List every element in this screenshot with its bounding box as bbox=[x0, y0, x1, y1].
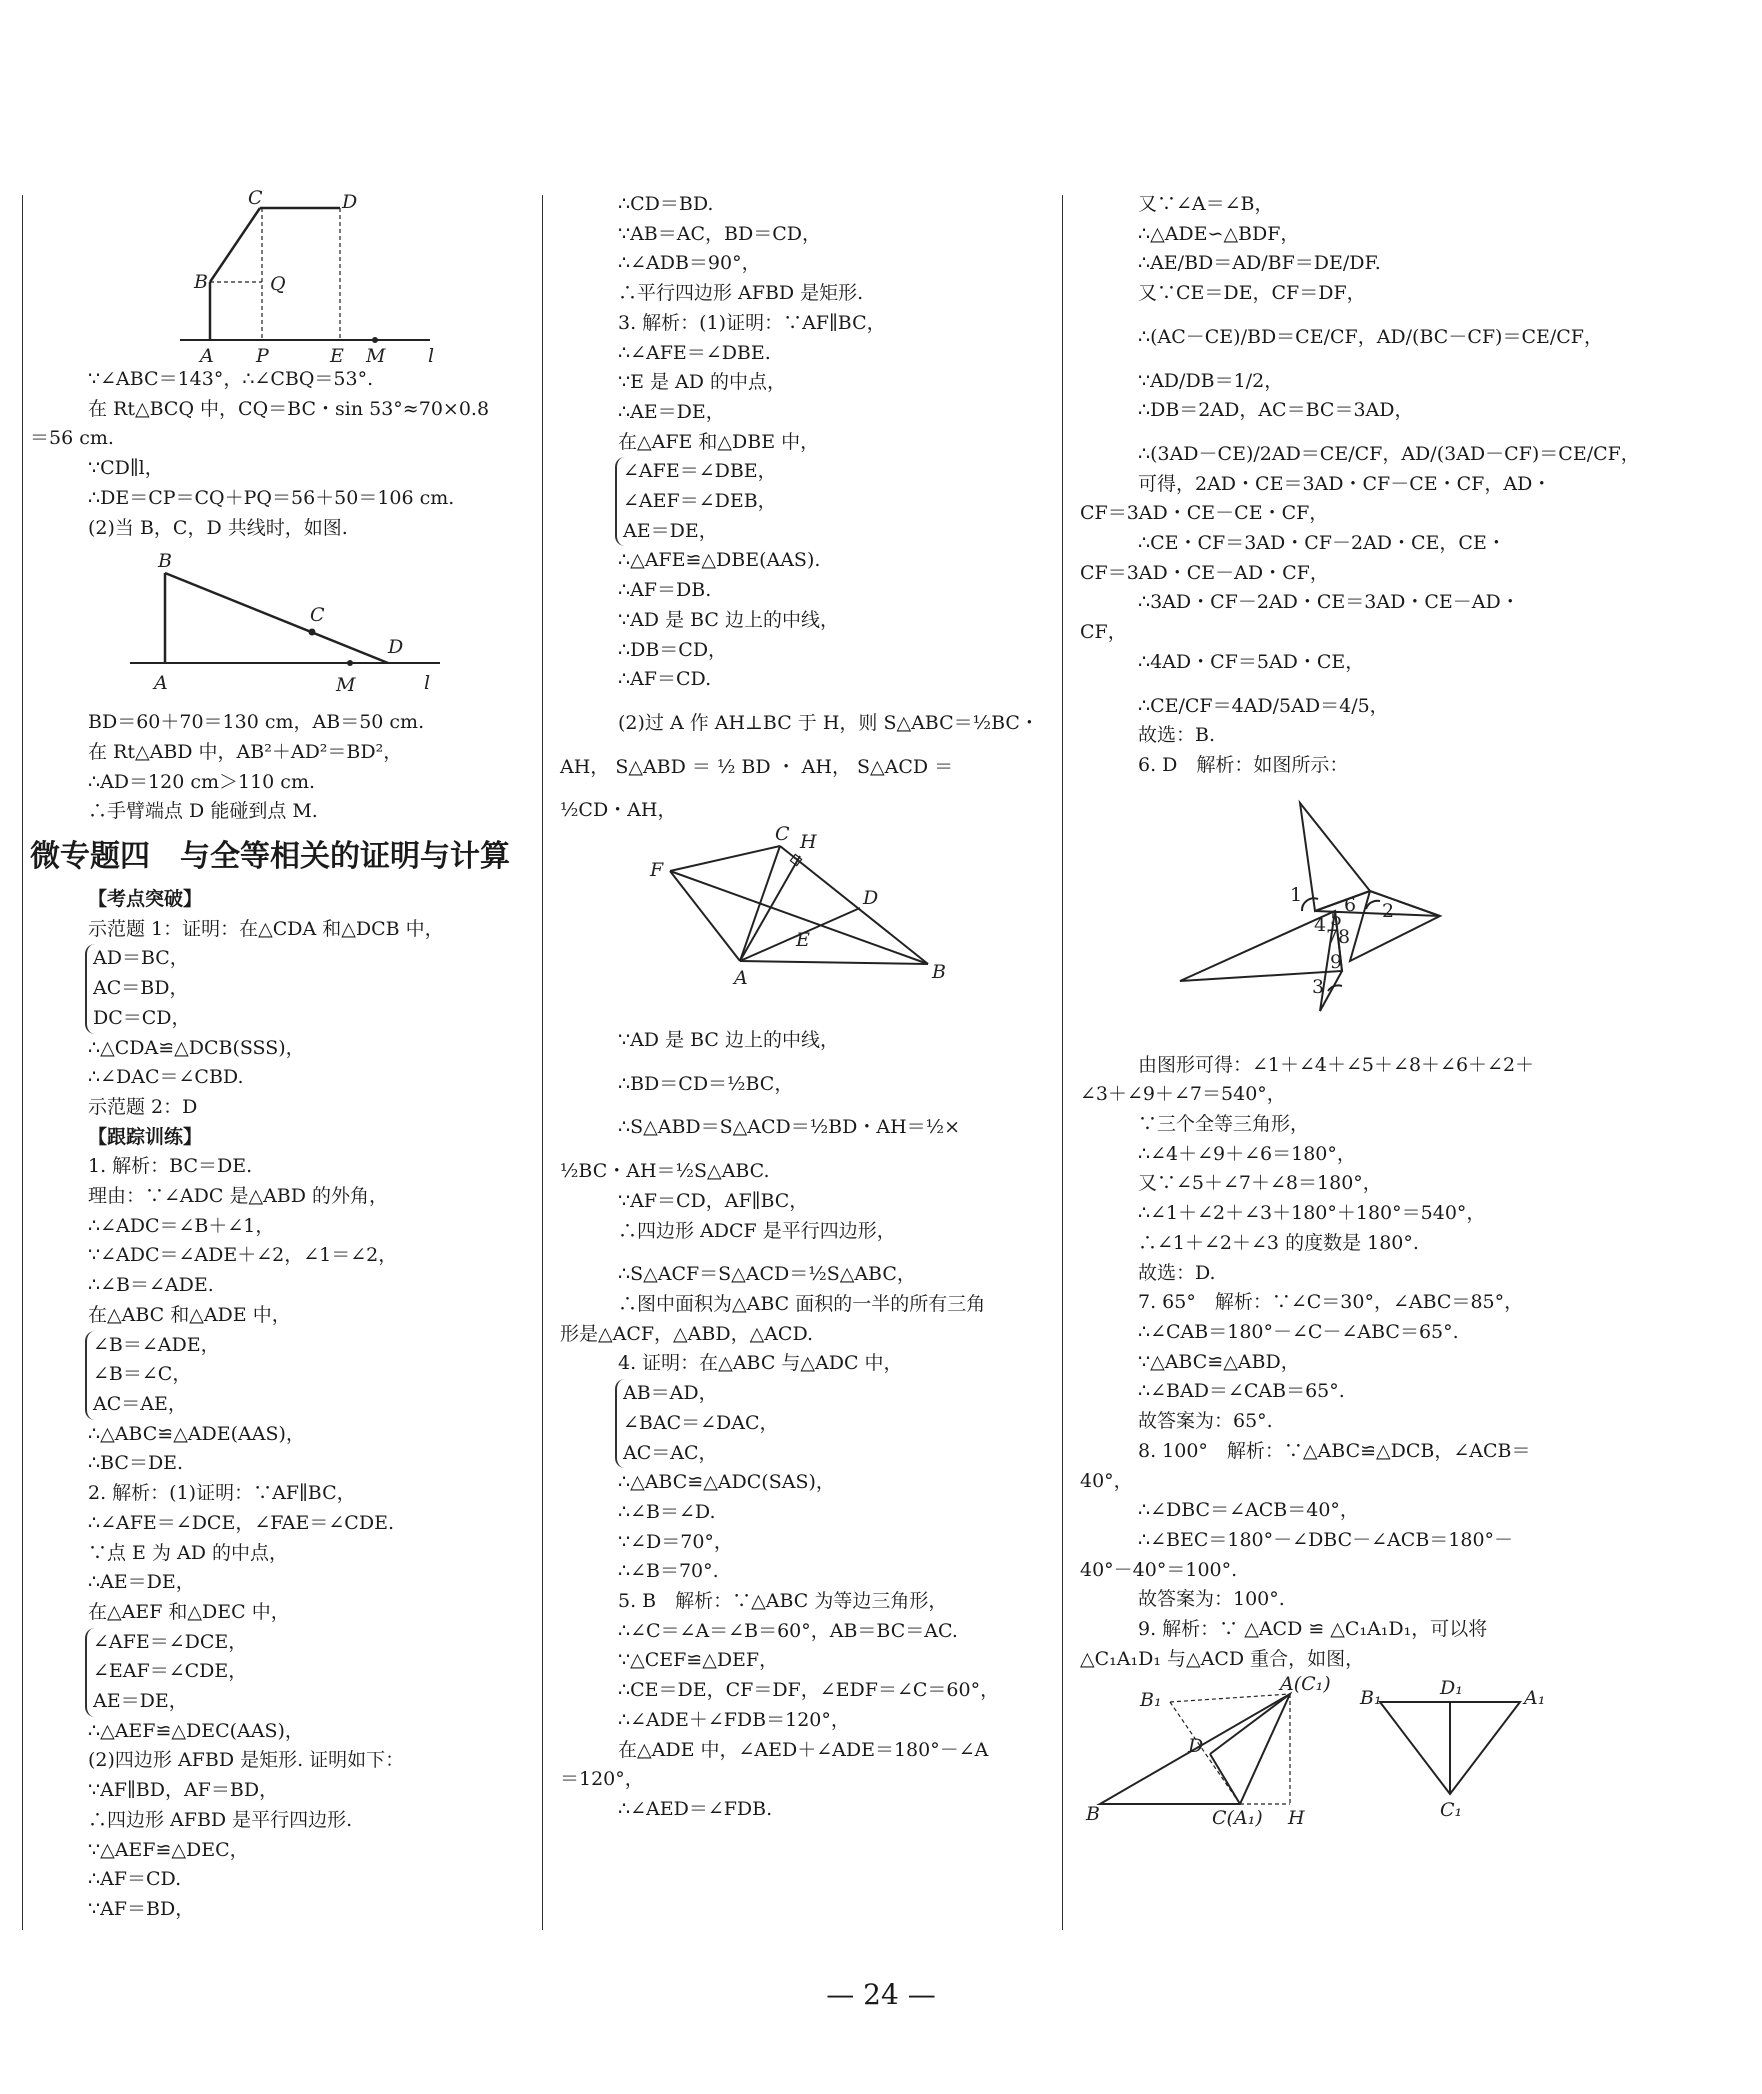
brace-system bbox=[85, 944, 530, 1033]
text-line: ∴∠DBC＝∠ACB＝40°， bbox=[1138, 1499, 1359, 1522]
text-line: ∴DE＝CP＝CQ＋PQ＝56＋50＝106 cm. bbox=[88, 486, 455, 509]
text-line: ∴∠AFE＝∠DCE，∠FAE＝∠CDE. bbox=[88, 1511, 394, 1534]
text-line: ∵∠ABC＝143°，∴∠CBQ＝53°. bbox=[88, 368, 374, 390]
fig3-label: F bbox=[650, 859, 664, 882]
text-line: ∴△CDA≌△DCB(SSS)， bbox=[88, 1036, 305, 1059]
text-line: ∵AF＝CD，AF∥BC， bbox=[618, 1189, 809, 1212]
text-line: ∴∠AED＝∠FDB. bbox=[618, 1797, 773, 1820]
fig6-label: C₁ bbox=[1440, 1799, 1463, 1822]
figure-robot-arm-1 bbox=[30, 190, 530, 365]
brace-system bbox=[85, 1331, 530, 1420]
text-line: ∴∠BEC＝180°－∠DBC－∠ACB＝180°－ bbox=[1138, 1528, 1514, 1551]
text-line: ＝120°， bbox=[560, 1768, 644, 1791]
text-line: ∵∠ADC＝∠ADE＋∠2，∠1＝∠2， bbox=[88, 1244, 398, 1267]
text-line: ∴CE＝DE，CF＝DF，∠EDF＝∠C＝60°， bbox=[618, 1679, 1000, 1702]
text-line: 5. B 解析：∵△ABC 为等边三角形， bbox=[618, 1590, 948, 1613]
fig4-label: 2 bbox=[1382, 899, 1395, 922]
text-line: ∵△ABC≌△ABD， bbox=[1138, 1350, 1300, 1373]
fig6-label: B₁ bbox=[1360, 1687, 1382, 1710]
fig5-label: B₁ bbox=[1140, 1689, 1162, 1712]
text-line: ∴四边形 AFBD 是平行四边形. bbox=[88, 1808, 353, 1831]
text-line: ∴∠ADC＝∠B＋∠1， bbox=[88, 1214, 275, 1237]
text-line: ∴AE/BD＝AD/BF＝DE/DF. bbox=[1138, 252, 1381, 275]
figure-triangle-afbd bbox=[560, 826, 1060, 1026]
fig1-label: Q bbox=[270, 273, 286, 295]
text-line: 又∵∠5＋∠7＋∠8＝180°， bbox=[1138, 1172, 1382, 1195]
text-line: ∴∠DAC＝∠CBD. bbox=[88, 1066, 244, 1089]
text-line: CF＝3AD・CE－CE・CF， bbox=[1080, 502, 1329, 525]
fig1-label: M bbox=[366, 345, 386, 365]
text-line: ∴AF＝DB. bbox=[618, 579, 712, 602]
fig3-label: D bbox=[863, 887, 879, 910]
figure-robot-arm-2 bbox=[30, 543, 530, 708]
fig5-label: H bbox=[1288, 1807, 1305, 1830]
brace-line: AC＝AC， bbox=[623, 1441, 718, 1464]
text-line: 又∵∠A＝∠B， bbox=[1138, 193, 1274, 215]
text-line: 6. D 解析：如图所示： bbox=[1138, 753, 1349, 776]
text-line: ∴4AD・CF＝5AD・CE， bbox=[1138, 650, 1365, 673]
text-line: ∵△AEF≌△DEC， bbox=[88, 1838, 249, 1861]
fig4-label: 1 bbox=[1290, 883, 1303, 906]
text-line: ∴∠B＝70°. bbox=[618, 1560, 719, 1583]
text-line: ∴3AD・CF－2AD・CE＝3AD・CE－AD・ bbox=[1138, 591, 1520, 614]
text-line: 在△AFE 和△DBE 中， bbox=[618, 430, 820, 453]
text-line: ∠3＋∠9＋∠7＝540°， bbox=[1080, 1083, 1286, 1106]
fig4-label: 5 bbox=[1330, 907, 1343, 930]
text-line: ∴∠1＋∠2＋∠3 的度数是 180°. bbox=[1138, 1231, 1419, 1254]
fig4-label: 8 bbox=[1338, 925, 1351, 948]
fig1-label: C bbox=[248, 190, 263, 209]
text-line: ∴BC＝DE. bbox=[88, 1452, 184, 1475]
text-line: ∴∠4＋∠9＋∠6＝180°， bbox=[1138, 1142, 1356, 1165]
fig2-label: C bbox=[310, 604, 325, 627]
text-line: ∴CD＝BD. bbox=[618, 193, 714, 215]
text-line: 在△ABC 和△ADE 中， bbox=[88, 1303, 291, 1326]
text-line: ∵AD/DB＝1/2， bbox=[1138, 369, 1284, 392]
text-line: ∴∠CAB＝180°－∠C－∠ABC＝65°. bbox=[1138, 1320, 1459, 1343]
text-line: ∴∠ADE＋∠FDB＝120°， bbox=[618, 1708, 850, 1731]
fig2-label: D bbox=[388, 636, 404, 659]
text-line: AH， S△ABD ＝ ½ BD ・ AH， S△ACD ＝ bbox=[560, 755, 954, 778]
text-line: ∵AD 是 BC 边上的中线， bbox=[618, 608, 840, 631]
text-line: ∴AF＝CD. bbox=[88, 1868, 182, 1891]
brace-line: AE＝DE， bbox=[623, 519, 718, 542]
text-line: ∴∠C＝∠A＝∠B＝60°，AB＝BC＝AC. bbox=[618, 1619, 958, 1642]
text-line: ∴平行四边形 AFBD 是矩形. bbox=[618, 282, 864, 305]
fig6-label: D₁ bbox=[1440, 1677, 1463, 1700]
column-3 bbox=[1080, 190, 1640, 1834]
brace-system bbox=[85, 1628, 530, 1717]
fig1-label: B bbox=[194, 271, 208, 293]
fig5-label: A(C₁) bbox=[1280, 1674, 1331, 1696]
text-line: ∵三个全等三角形， bbox=[1138, 1113, 1310, 1136]
text-line: ∴图中面积为△ABC 面积的一半的所有三角 bbox=[618, 1292, 986, 1315]
text-line: ∴CE・CF＝3AD・CF－2AD・CE，CE・ bbox=[1138, 532, 1506, 555]
fig1-label: A bbox=[200, 345, 214, 365]
text-line: ∵E 是 AD 的中点， bbox=[618, 371, 787, 394]
text-line: 理由：∵∠ADC 是△ABD 的外角， bbox=[88, 1185, 389, 1208]
text-line: ∴∠ADB＝90°， bbox=[618, 252, 761, 275]
text-line: ∴∠B＝∠ADE. bbox=[88, 1274, 214, 1297]
subsection-header: 【跟踪训练】 bbox=[88, 1125, 203, 1148]
fig4-label: 3 bbox=[1312, 975, 1325, 998]
text-line: ∴△ABC≌△ADC(SAS)， bbox=[618, 1471, 835, 1494]
brace-line: ∠AFE＝∠DCE， bbox=[93, 1630, 248, 1653]
brace-line: AE＝DE， bbox=[93, 1690, 188, 1713]
brace-line: ∠AEF＝∠DEB， bbox=[623, 490, 777, 513]
text-line: 40°， bbox=[1080, 1469, 1133, 1492]
text-line: ∴DB＝CD， bbox=[618, 638, 728, 661]
text-line: ∵AB＝AC，BD＝CD， bbox=[618, 222, 821, 245]
fig2-label: M bbox=[336, 674, 356, 697]
text-line: ∴CE/CF＝4AD/5AD＝4/5， bbox=[1138, 694, 1389, 717]
text-line: (2)四边形 AFBD 是矩形. 证明如下： bbox=[88, 1749, 405, 1772]
text-line: 可得，2AD・CE＝3AD・CF－CE・CF，AD・ bbox=[1138, 472, 1552, 495]
fig4-label: 6 bbox=[1344, 893, 1357, 916]
fig4-label: 4 bbox=[1314, 913, 1327, 936]
text-line: 示范题 1：证明：在△CDA 和△DCB 中， bbox=[88, 917, 444, 940]
text-line: ∴手臂端点 D 能碰到点 M. bbox=[88, 800, 318, 823]
text-line: 在△AEF 和△DEC 中， bbox=[88, 1600, 290, 1623]
text-line: ∴∠BAD＝∠CAB＝65°. bbox=[1138, 1380, 1345, 1403]
text-line: ∴△ABC≌△ADE(AAS)， bbox=[88, 1422, 305, 1445]
brace-line: AC＝BD， bbox=[93, 977, 189, 1000]
text-line: 故选：D. bbox=[1138, 1261, 1216, 1284]
text-line: 40°－40°＝100°. bbox=[1080, 1558, 1238, 1581]
fig3-label: C bbox=[775, 826, 790, 846]
fig3-label: A bbox=[734, 967, 748, 990]
text-line: ＝56 cm. bbox=[30, 427, 114, 450]
brace-line: ∠EAF＝∠CDE， bbox=[93, 1660, 248, 1683]
column-divider-1 bbox=[542, 195, 543, 1930]
brace-line: ∠B＝∠ADE， bbox=[93, 1333, 220, 1356]
fig3-label: E bbox=[796, 929, 810, 952]
text-line: ∴四边形 ADCF 是平行四边形， bbox=[618, 1219, 896, 1242]
figure-three-triangles bbox=[1080, 781, 1580, 1051]
fig1-label: D bbox=[342, 191, 358, 213]
text-line: ∵△CEF≌△DEF， bbox=[618, 1649, 779, 1672]
text-line: ∴∠B＝∠D. bbox=[618, 1500, 716, 1523]
text-line: ∴(3AD－CE)/2AD＝CE/CF，AD/(3AD－CF)＝CE/CF， bbox=[1138, 442, 1640, 465]
text-line: ∴AE＝DE， bbox=[618, 400, 725, 423]
text-line: ∴(AC－CE)/BD＝CE/CF，AD/(BC－CF)＝CE/CF， bbox=[1138, 325, 1603, 348]
column-2 bbox=[560, 190, 1060, 1825]
text-line: 形是△ACF，△ABD，△ACD. bbox=[560, 1322, 814, 1345]
text-line: ∴AD＝120 cm＞110 cm. bbox=[88, 770, 316, 793]
text-line: 又∵CE＝DE，CF＝DF， bbox=[1138, 282, 1366, 305]
text-line: ∴S△ACF＝S△ACD＝½S△ABC， bbox=[618, 1263, 916, 1286]
text-line: 7. 65° 解析：∵∠C＝30°，∠ABC＝85°， bbox=[1138, 1291, 1524, 1314]
text-line: 4. 证明：在△ABC 与△ADC 中， bbox=[618, 1352, 903, 1375]
text-line: ∵AF∥BD，AF＝BD， bbox=[88, 1779, 279, 1802]
text-line: CF， bbox=[1080, 621, 1127, 644]
text-line: 由图形可得：∠1＋∠4＋∠5＋∠8＋∠6＋∠2＋ bbox=[1138, 1053, 1535, 1076]
text-line: 故答案为：65°. bbox=[1138, 1410, 1273, 1433]
text-line: BD＝60＋70＝130 cm，AB＝50 cm. bbox=[88, 711, 425, 734]
text-line: ∴△ADE∽△BDF， bbox=[1138, 222, 1300, 245]
text-line: ∵AD 是 BC 边上的中线， bbox=[618, 1029, 840, 1052]
fig1-label: E bbox=[330, 345, 344, 365]
brace-line: DC＝CD， bbox=[93, 1006, 191, 1029]
section-title: 微专题四 与全等相关的证明与计算 bbox=[30, 839, 510, 875]
brace-line: AB＝AD， bbox=[623, 1382, 718, 1405]
fig2-label: A bbox=[154, 672, 168, 695]
text-line: 故答案为：100°. bbox=[1138, 1588, 1285, 1611]
brace-system bbox=[615, 457, 1060, 546]
fig1-label: P bbox=[256, 345, 269, 365]
fig5-label: B bbox=[1086, 1803, 1100, 1826]
text-line: ∴△AEF≌△DEC(AAS)， bbox=[88, 1719, 304, 1742]
text-line: ½BC・AH＝½S△ABC. bbox=[560, 1160, 770, 1183]
fig1-label: l bbox=[428, 345, 435, 365]
text-line: ∴∠1＋∠2＋∠3＋180°＋180°＝540°， bbox=[1138, 1202, 1486, 1225]
text-line: 9. 解析：∵ △ACD ≌ △C₁A₁D₁，可以将 bbox=[1138, 1618, 1488, 1641]
subsection-header: 【考点突破】 bbox=[88, 888, 203, 911]
text-line: 1. 解析：BC＝DE. bbox=[88, 1155, 253, 1178]
column-divider-left bbox=[22, 195, 23, 1930]
text-line: ∵点 E 为 AD 的中点， bbox=[88, 1541, 288, 1564]
brace-line: ∠BAC＝∠DAC， bbox=[623, 1411, 779, 1434]
text-line: ∵CD∥l， bbox=[88, 457, 164, 480]
page-number: — 24 — bbox=[826, 1978, 936, 2011]
text-line: 在 Rt△ABD 中，AB²＋AD²＝BD²， bbox=[88, 740, 403, 763]
text-line: CF＝3AD・CE－AD・CF， bbox=[1080, 561, 1329, 584]
text-line: ∴AF＝CD. bbox=[618, 668, 712, 691]
text-line: 2. 解析：(1)证明：∵AF∥BC， bbox=[88, 1482, 356, 1505]
text-line: ∴AE＝DE， bbox=[88, 1571, 195, 1594]
text-line: 故选：B. bbox=[1138, 724, 1216, 747]
fig6-label: A₁ bbox=[1524, 1687, 1546, 1710]
text-line: 在 Rt△BCQ 中，CQ＝BC・sin 53°≈70×0.8 bbox=[88, 397, 490, 420]
fig5-label: D bbox=[1188, 1735, 1204, 1758]
text-line: ∵∠D＝70°， bbox=[618, 1530, 733, 1553]
brace-line: ∠AFE＝∠DBE， bbox=[623, 460, 777, 483]
text-line: ∴BD＝CD＝½BC， bbox=[618, 1072, 794, 1095]
column-divider-2 bbox=[1062, 195, 1063, 1930]
brace-line: ∠B＝∠C， bbox=[93, 1363, 192, 1386]
text-line: 在△ADE 中，∠AED＋∠ADE＝180°－∠A bbox=[618, 1738, 989, 1761]
figure-congruent-triangles bbox=[1080, 1674, 1580, 1834]
text-line: ∴S△ABD＝S△ACD＝½BD・AH＝½× bbox=[618, 1116, 960, 1139]
fig4-label: 9 bbox=[1330, 950, 1343, 973]
text-line: ∵AF＝BD， bbox=[88, 1897, 195, 1920]
fig3-label: B bbox=[932, 961, 946, 984]
fig3-label: H bbox=[800, 831, 817, 854]
text-line: ½CD・AH， bbox=[560, 799, 677, 822]
fig4-label: 7 bbox=[1326, 925, 1339, 948]
text-line: ∴△AFE≌△DBE(AAS). bbox=[618, 549, 821, 572]
text-line: (2)当 B，C，D 共线时，如图. bbox=[88, 516, 348, 539]
fig5-label: C(A₁) bbox=[1212, 1807, 1263, 1830]
text-line: 示范题 2：D bbox=[88, 1095, 198, 1118]
text-line: ∴∠AFE＝∠DBE. bbox=[618, 341, 771, 364]
brace-line: AD＝BC， bbox=[93, 947, 189, 970]
fig2-label: l bbox=[424, 672, 431, 695]
text-line: △C₁A₁D₁ 与△ACD 重合，如图， bbox=[1080, 1647, 1365, 1670]
column-1 bbox=[30, 190, 530, 1925]
text-line: 3. 解析：(1)证明：∵AF∥BC， bbox=[618, 311, 886, 334]
text-line: ∴DB＝2AD，AC＝BC＝3AD， bbox=[1138, 399, 1414, 422]
text-line: (2)过 A 作 AH⊥BC 于 H，则 S△ABC＝½BC・ bbox=[618, 711, 1039, 734]
fig2-label: B bbox=[158, 550, 172, 573]
brace-system bbox=[615, 1379, 1060, 1468]
text-line: 8. 100° 解析：∵△ABC≌△DCB，∠ACB＝ bbox=[1138, 1439, 1531, 1462]
brace-line: AC＝AE， bbox=[93, 1392, 187, 1415]
